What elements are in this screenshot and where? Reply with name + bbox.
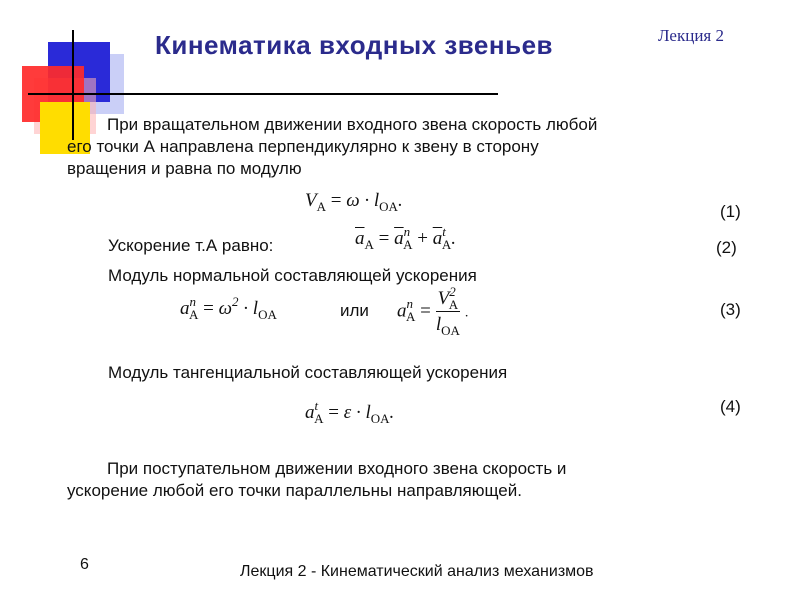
acceleration-label: Ускорение т.А равно: (108, 236, 274, 255)
equation-3a: $a^n_A = \omega^2 \cdot l_{OA}$ (180, 294, 277, 322)
equation-3-number: (3) (720, 300, 741, 319)
footer-caption: Лекция 2 - Кинематический анализ механизмов (240, 563, 594, 580)
equation-2: $\overline{a}_A = \overline{a}^n_A + \overline{a}^t_A$. (355, 224, 456, 252)
equation-4-number: (4) (720, 397, 741, 416)
paragraph-rotational (67, 114, 597, 180)
paragraph-line: При поступательном движении входного звена скорость и (107, 459, 567, 478)
paragraph-translational (67, 458, 566, 502)
paragraph-line: вращения и равна по модулю (67, 159, 302, 178)
paragraph-line: ускорение любой его точки параллельны направляющей. (67, 481, 522, 500)
paragraph-line: При вращательном движении входного звена скорость любой (107, 115, 598, 134)
paragraph-line: его точки А направлена перпендикулярно к звену в сторону (67, 137, 539, 156)
decor-horizontal-line (28, 93, 498, 95)
equation-4: $a^t_A = \varepsilon \cdot l_{OA}$. (305, 398, 395, 426)
tangential-component-label: Модуль тангенциальной составляющей ускорения (108, 363, 508, 382)
page-number: 6 (80, 556, 89, 573)
equation-2-number: (2) (716, 238, 737, 257)
equation-1: $V_A = \omega \cdot l_{OA}$. (305, 190, 403, 214)
normal-component-label: Модуль нормальной составляющей ускорения (108, 266, 477, 285)
equation-3b: $a^n_A$ = $\frac{V^2_A}{l_{OA}}$ . (397, 284, 469, 338)
or-label: или (340, 301, 369, 320)
equation-1-number: (1) (720, 202, 741, 221)
lecture-tag: Лекция 2 (658, 26, 724, 45)
slide-title: Кинематика входных звеньев (155, 30, 554, 60)
